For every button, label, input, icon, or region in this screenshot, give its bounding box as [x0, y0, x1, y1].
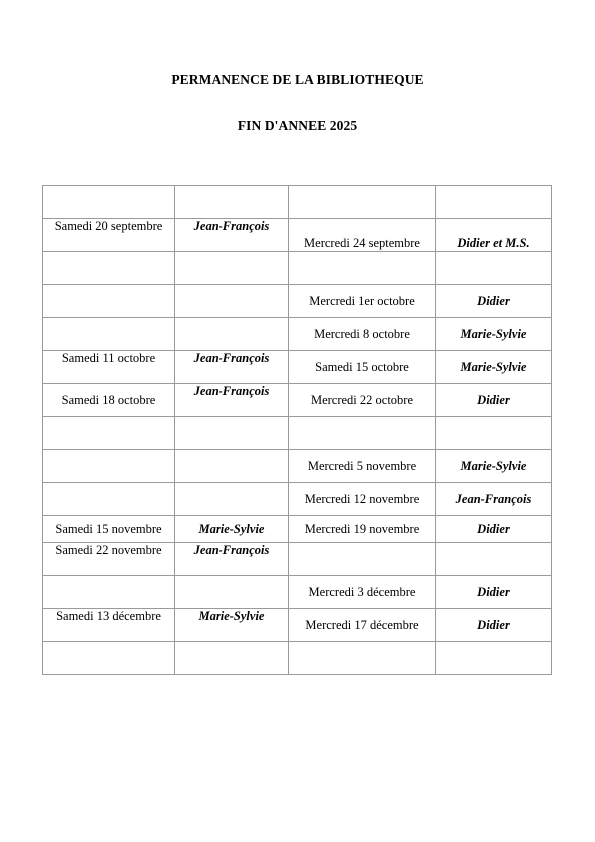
saturday-date-cell: [43, 642, 175, 675]
saturday-volunteer-cell: [175, 318, 289, 351]
saturday-volunteer-cell: [175, 285, 289, 318]
saturday-date-cell: [43, 483, 175, 516]
saturday-volunteer-cell: Marie-Sylvie: [175, 516, 289, 543]
page-subtitle: FIN D'ANNEE 2025: [237, 118, 358, 133]
wednesday-date-cell: [289, 642, 436, 675]
saturday-volunteer-cell: Jean-François: [175, 543, 289, 576]
saturday-date-cell: [43, 450, 175, 483]
table-row: [43, 543, 552, 576]
saturday-date-cell: [43, 252, 175, 285]
table-row: [43, 450, 552, 483]
wednesday-volunteer-cell: Didier: [436, 576, 552, 609]
saturday-volunteer-cell: [175, 417, 289, 450]
saturday-volunteer-cell: [175, 252, 289, 285]
saturday-volunteer-cell: Jean-François: [175, 219, 289, 252]
wednesday-volunteer-cell: Marie-Sylvie: [436, 318, 552, 351]
saturday-volunteer-cell: Marie-Sylvie: [175, 609, 289, 642]
saturday-date-cell: Samedi 20 septembre: [43, 219, 175, 252]
saturday-volunteer-cell: [175, 642, 289, 675]
table-row: [43, 186, 552, 219]
wednesday-volunteer-cell: Didier: [436, 516, 552, 543]
wednesday-volunteer-cell: Didier: [436, 609, 552, 642]
wednesday-volunteer-cell: [436, 417, 552, 450]
table-row: [43, 642, 552, 675]
schedule-table: [42, 185, 552, 675]
saturday-volunteer-cell: Jean-François: [175, 384, 289, 417]
saturday-volunteer-cell: [175, 186, 289, 219]
saturday-date-cell: [43, 417, 175, 450]
wednesday-volunteer-cell: [436, 252, 552, 285]
table-row: [43, 609, 552, 642]
table-row: [43, 384, 552, 417]
wednesday-date-cell: Mercredi 3 décembre: [289, 576, 436, 609]
wednesday-date-cell: Samedi 15 octobre: [289, 351, 436, 384]
saturday-date-cell: Samedi 22 novembre: [43, 543, 175, 576]
wednesday-volunteer-cell: Marie-Sylvie: [436, 450, 552, 483]
saturday-date-cell: [43, 285, 175, 318]
saturday-volunteer-cell: [175, 483, 289, 516]
saturday-date-cell: Samedi 18 octobre: [43, 384, 175, 417]
wednesday-date-cell: [289, 186, 436, 219]
table-row: [43, 219, 552, 252]
wednesday-date-cell: Mercredi 22 octobre: [289, 384, 436, 417]
saturday-volunteer-cell: Jean-François: [175, 351, 289, 384]
wednesday-date-cell: Mercredi 1er octobre: [289, 285, 436, 318]
saturday-date-cell: [43, 576, 175, 609]
wednesday-volunteer-cell: [436, 642, 552, 675]
wednesday-volunteer-cell: Jean-François: [436, 483, 552, 516]
wednesday-date-cell: Mercredi 12 novembre: [289, 483, 436, 516]
table-row: [43, 285, 552, 318]
wednesday-date-cell: Mercredi 17 décembre: [289, 609, 436, 642]
saturday-date-cell: Samedi 13 décembre: [43, 609, 175, 642]
saturday-date-cell: Samedi 15 novembre: [43, 516, 175, 543]
wednesday-date-cell: [289, 417, 436, 450]
table-row: [43, 417, 552, 450]
saturday-date-cell: Samedi 11 octobre: [43, 351, 175, 384]
wednesday-date-cell: Mercredi 24 septembre: [289, 219, 436, 252]
table-row: [43, 483, 552, 516]
wednesday-date-cell: [289, 252, 436, 285]
table-row: [43, 318, 552, 351]
wednesday-date-cell: Mercredi 8 octobre: [289, 318, 436, 351]
wednesday-volunteer-cell: [436, 186, 552, 219]
wednesday-volunteer-cell: Marie-Sylvie: [436, 351, 552, 384]
wednesday-volunteer-cell: [436, 543, 552, 576]
table-row: [43, 252, 552, 285]
saturday-volunteer-cell: [175, 576, 289, 609]
wednesday-date-cell: [289, 543, 436, 576]
table-row: [43, 351, 552, 384]
saturday-volunteer-cell: [175, 450, 289, 483]
table-row: [43, 576, 552, 609]
wednesday-date-cell: Mercredi 5 novembre: [289, 450, 436, 483]
saturday-date-cell: [43, 186, 175, 219]
wednesday-date-cell: Mercredi 19 novembre: [289, 516, 436, 543]
wednesday-volunteer-cell: Didier: [436, 384, 552, 417]
wednesday-volunteer-cell: Didier: [436, 285, 552, 318]
saturday-date-cell: [43, 318, 175, 351]
table-row: [43, 516, 552, 543]
wednesday-volunteer-cell: Didier et M.S.: [436, 219, 552, 252]
page-title: PERMANENCE DE LA BIBLIOTHEQUE: [171, 72, 424, 87]
